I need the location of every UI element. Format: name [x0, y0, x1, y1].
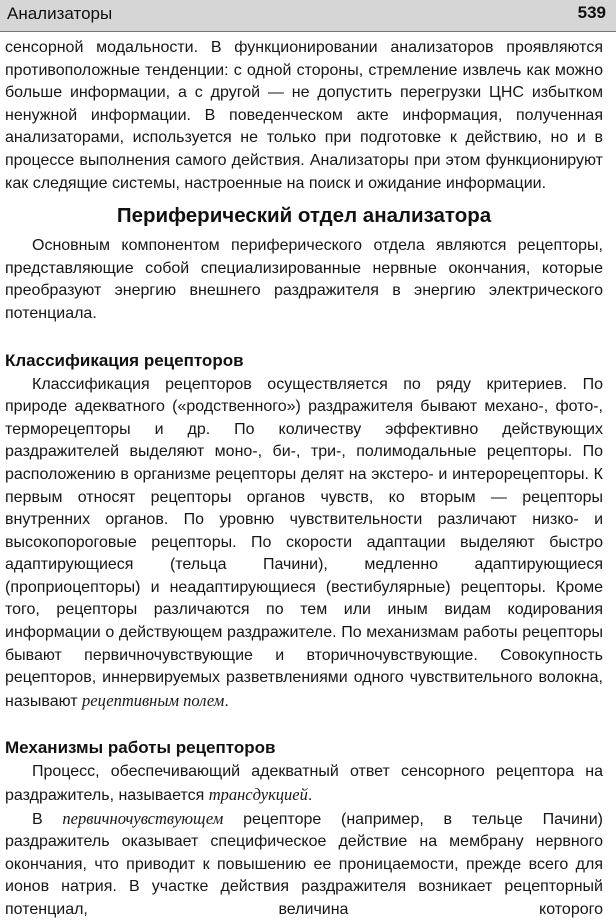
chapter-title: Анализаторы: [7, 4, 113, 23]
transduction-end: .: [307, 787, 313, 805]
primary-receptor-start: В: [32, 810, 63, 828]
mechanisms-heading: Механизмы работы рецепторов: [5, 738, 276, 758]
transduction-paragraph: [5, 761, 603, 807]
section-paragraph: Основным компонентом периферического отдела являются рецепторы, представляющие собой специализированные нервные окончания, которые преобразуют энергию внешнего раздражителя в энергию электрического потенциала.: [5, 237, 603, 322]
receptive-field-term: рецептивным полем: [82, 690, 225, 710]
primary-sensing-term: первичночувствующем: [62, 808, 224, 828]
classification-end: .: [224, 692, 229, 710]
running-header: [0, 0, 616, 32]
transduction-term: трансдукцией: [208, 785, 308, 805]
intro-paragraph: сенсорной модальности. В функционировании анализаторов проявляются противоположные тенденции: с одной стороны, стремление извлечь как можно больше информации, а с другой — не допустить перегрузки ЦНС избытком ненужной информации. В поведенческом акте информация, полученная анализаторами, используется не только при подготовке к действию, но и в процессе выполнения самого действия. Анализаторы при этом функционируют как следящие системы, настроенные на поиск и ожидание информации.: [5, 39, 603, 192]
transduction-text: Процесс, обеспечивающий адекватный ответ сенсорного рецептора на раздражитель, называется: [5, 763, 603, 805]
primary-receptor-paragraph: [5, 808, 603, 922]
classification-paragraph: [5, 374, 603, 714]
classification-heading: Классификация рецепторов: [5, 350, 244, 370]
page-body: [5, 37, 603, 922]
page-number: 539: [577, 3, 606, 22]
classification-text: Классификация рецепторов осуществляется по ряду критериев. По природе адекватного («родственного») раздражителя бывают механо-, фото-, терморецепторы и др. По количеству эффективно действующих раздражителей выделяют моно-, би-, три-, полимодальные рецепторы. По расположению в организме рецепторы делят на экстеро- и интерорецепторы. К первым относят рецепторы органов чувств, ко вторым — рецепторы внутренних органов. По уровню чувствительности различают низко- и высокопороговые рецепторы. По скорости адаптации выделяют быстро адаптирующиеся (тельца Пачини), медленно адаптирующиеся (проприоцепторы) и неадаптирующиеся (вестибулярные) рецепторы. Кроме того, рецепторы различаются по тем или иным видам кодирования информации о действующем раздражителе. По механизмам работы рецепторы бывают первичночувствующие и вторичночувствующие. Совокупность рецепторов, иннервируемых разветвлениями одного чувствительного волокна, называют: [5, 375, 603, 710]
primary-receptor-text: рецепторе (например, в тельце Пачини) раздражитель оказывает специфическое действие на мембрану нервного окончания, что приводит к повышению ее проницаемости, прежде всего для ионов натрия. В участке действия раздражителя возникает рецепторный потенциал, величина которого: [5, 810, 603, 918]
section-heading: Периферический отдел анализатора: [116, 204, 492, 228]
